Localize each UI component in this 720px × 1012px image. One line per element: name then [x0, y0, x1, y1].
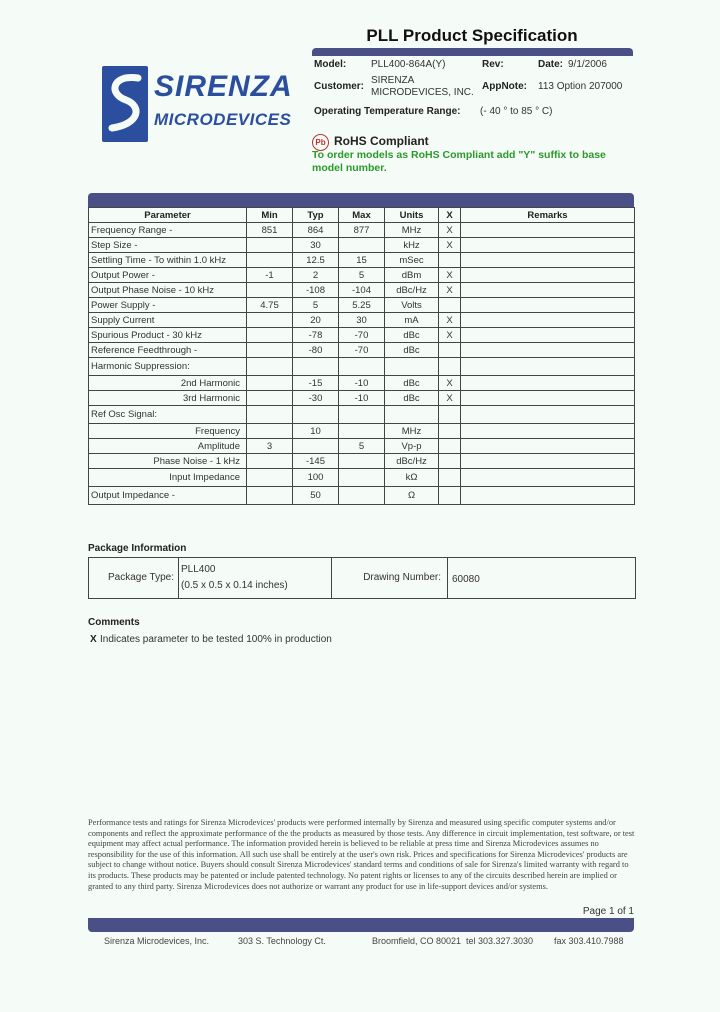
cell-max [339, 406, 385, 424]
cell-units: MHz [385, 424, 439, 439]
footer-city: Broomfield, CO 80021 [372, 936, 462, 946]
cell-typ: -80 [293, 343, 339, 358]
cell-min [247, 238, 293, 253]
cell-units [385, 406, 439, 424]
cell-typ: -78 [293, 328, 339, 343]
cell-units: Ω [385, 487, 439, 505]
cell-x [439, 424, 461, 439]
cell-max [339, 238, 385, 253]
cell-min [247, 358, 293, 376]
table-row [89, 343, 635, 358]
drawing-number-label: Drawing Number: [363, 572, 441, 583]
package-type-line2: (0.5 x 0.5 x 0.14 inches) [181, 580, 288, 591]
cell-min [247, 283, 293, 298]
comment-x-mark: X [90, 634, 97, 645]
cell-param: 2nd Harmonic [89, 376, 247, 391]
cell-x: X [439, 313, 461, 328]
cell-remarks [461, 439, 635, 454]
company-logo [102, 64, 293, 144]
cell-param: Step Size - [89, 238, 247, 253]
cell-x [439, 439, 461, 454]
cell-typ [293, 439, 339, 454]
cell-max [339, 424, 385, 439]
page-title: PLL Product Specification [366, 26, 578, 45]
cell-remarks [461, 328, 635, 343]
cell-x [439, 358, 461, 376]
package-info-box [88, 557, 636, 599]
cell-typ: -108 [293, 283, 339, 298]
cell-param: Output Phase Noise - 10 kHz [89, 283, 247, 298]
cell-min [247, 376, 293, 391]
cell-typ: 20 [293, 313, 339, 328]
header-bar [312, 48, 633, 56]
cell-min [247, 343, 293, 358]
table-row [89, 313, 635, 328]
table-header-bar [88, 193, 634, 207]
cell-units: dBc/Hz [385, 454, 439, 469]
cell-typ: 30 [293, 238, 339, 253]
cell-min: 851 [247, 223, 293, 238]
cell-remarks [461, 283, 635, 298]
cell-remarks [461, 376, 635, 391]
col-header-units: Units [385, 208, 439, 223]
cell-x [439, 487, 461, 505]
cell-param: Amplitude [89, 439, 247, 454]
optemp-value: (- 40 ° to 85 ° C) [480, 106, 553, 117]
col-header-min: Min [247, 208, 293, 223]
cell-x [439, 343, 461, 358]
col-header-typ: Typ [293, 208, 339, 223]
cell-param: Supply Current [89, 313, 247, 328]
appnote-label: AppNote: [482, 81, 527, 92]
disclaimer-text: Performance tests and ratings for Sirenza Microdevices' products were performed internally by Sirenza and measured using specific computer systems and/or components and reflect the approximate performance of the the products as measured by those tests. Any difference in circuit implementation, test software, or test equipment may affect actual performance. The information provided herein is believed to be reliable at press time and Sirenza Microdevices assumes no responsibility for the use of this information. All such use shall be entirely at the user's own risk. Prices and specifications for Sirenza Microdevices' products are subject to change without notice. Buyers should consult Sirenza Microdevices' standard terms and conditions of sale for Sirenza's limited warranty with regard to its products. These products may be patented or include patented technology. No patent rights or licenses to any of the circuits described herein are implied or granted to any third party. Sirenza Microdevices does not authorize or warrant any product for use in life-support devices and/or systems. [88, 818, 635, 891]
cell-min [247, 313, 293, 328]
cell-remarks [461, 406, 635, 424]
drawing-label-cell [332, 558, 448, 598]
cell-param: Output Impedance - [89, 487, 247, 505]
cell-units: dBc/Hz [385, 283, 439, 298]
cell-typ: -145 [293, 454, 339, 469]
date-value: 9/1/2006 [568, 59, 607, 70]
date-label: Date: [538, 59, 564, 70]
package-type-line1: PLL400 [181, 564, 216, 575]
cell-remarks [461, 313, 635, 328]
cell-typ: 12.5 [293, 253, 339, 268]
customer-line2: MICRODEVICES, INC. [371, 87, 474, 98]
cell-param: Harmonic Suppression: [89, 358, 247, 376]
table-row [89, 238, 635, 253]
cell-param: Frequency Range - [89, 223, 247, 238]
cell-units: dBm [385, 268, 439, 283]
table-row [89, 253, 635, 268]
table-row [89, 268, 635, 283]
cell-param: Settling Time - To within 1.0 kHz [89, 253, 247, 268]
cell-x: X [439, 391, 461, 406]
cell-x [439, 253, 461, 268]
appnote-value: 113 Option 207000 [538, 81, 623, 92]
cell-max: 5 [339, 268, 385, 283]
cell-remarks [461, 223, 635, 238]
cell-remarks [461, 469, 635, 487]
cell-remarks [461, 298, 635, 313]
cell-min [247, 424, 293, 439]
cell-min [247, 328, 293, 343]
cell-units: dBc [385, 328, 439, 343]
cell-min [247, 406, 293, 424]
table-row [89, 376, 635, 391]
cell-units: dBc [385, 391, 439, 406]
cell-typ: 2 [293, 268, 339, 283]
rohs-note: To order models as RoHS Compliant add "Y" suffix to base model number. [312, 149, 606, 174]
cell-units: Volts [385, 298, 439, 313]
cell-param: Reference Feedthrough - [89, 343, 247, 358]
table-row [89, 328, 635, 343]
cell-x: X [439, 283, 461, 298]
table-row [89, 223, 635, 238]
cell-min: 3 [247, 439, 293, 454]
cell-x [439, 406, 461, 424]
cell-remarks [461, 487, 635, 505]
customer-label: Customer: [314, 81, 365, 92]
cell-units: MHz [385, 223, 439, 238]
cell-max: -70 [339, 343, 385, 358]
cell-x: X [439, 223, 461, 238]
col-header-max: Max [339, 208, 385, 223]
cell-min [247, 253, 293, 268]
customer-line1: SIRENZA [371, 75, 415, 86]
cell-max: -10 [339, 391, 385, 406]
cell-param: Frequency [89, 424, 247, 439]
cell-min [247, 469, 293, 487]
table-row [89, 424, 635, 439]
rev-label: Rev: [482, 59, 504, 70]
drawing-value-cell [448, 558, 634, 598]
drawing-number-value: 60080 [452, 574, 480, 585]
comment-x-text: Indicates parameter to be tested 100% in production [100, 634, 332, 645]
cell-max: 15 [339, 253, 385, 268]
footer-fax: fax 303.410.7988 [554, 936, 624, 946]
cell-min [247, 391, 293, 406]
cell-min: 4.75 [247, 298, 293, 313]
spec-table-body [89, 223, 635, 505]
col-header-parameter: Parameter [89, 208, 247, 223]
table-row [89, 406, 635, 424]
cell-units [385, 358, 439, 376]
footer-bar [88, 918, 634, 932]
table-row [89, 454, 635, 469]
cell-units: kΩ [385, 469, 439, 487]
table-row [89, 283, 635, 298]
cell-units: Vp-p [385, 439, 439, 454]
table-row [89, 439, 635, 454]
cell-x [439, 469, 461, 487]
cell-units: kHz [385, 238, 439, 253]
cell-max: 5 [339, 439, 385, 454]
spec-table [88, 207, 635, 505]
model-value: PLL400-864A(Y) [371, 59, 446, 70]
cell-max: 30 [339, 313, 385, 328]
footer-tel: tel 303.327.3030 [466, 936, 534, 946]
cell-max [339, 454, 385, 469]
cell-units: dBc [385, 343, 439, 358]
cell-x: X [439, 328, 461, 343]
model-label: Model: [314, 59, 347, 70]
cell-remarks [461, 424, 635, 439]
cell-x: X [439, 376, 461, 391]
logo-line2: MICRODEVICES [154, 110, 292, 129]
cell-typ: 5 [293, 298, 339, 313]
cell-x: X [439, 268, 461, 283]
cell-typ [293, 358, 339, 376]
cell-remarks [461, 253, 635, 268]
cell-param: Phase Noise - 1 kHz [89, 454, 247, 469]
spec-table-header [89, 208, 635, 223]
cell-typ: -30 [293, 391, 339, 406]
cell-typ [293, 406, 339, 424]
cell-remarks [461, 343, 635, 358]
cell-remarks [461, 454, 635, 469]
page-number: Page 1 of 1 [582, 906, 634, 917]
cell-param: Spurious Product - 30 kHz [89, 328, 247, 343]
col-header-remarks: Remarks [461, 208, 635, 223]
footer-address: 303 S. Technology Ct. [238, 936, 326, 946]
rohs-badge-icon: Pb [312, 134, 329, 151]
cell-max [339, 358, 385, 376]
cell-remarks [461, 268, 635, 283]
footer-company: Sirenza Microdevices, Inc. [104, 936, 210, 946]
cell-units: mSec [385, 253, 439, 268]
col-header-x: X [439, 208, 461, 223]
package-section-title: Package Information [88, 543, 187, 554]
cell-units: mA [385, 313, 439, 328]
cell-typ: -15 [293, 376, 339, 391]
cell-min [247, 487, 293, 505]
cell-x: X [439, 238, 461, 253]
cell-param: Ref Osc Signal: [89, 406, 247, 424]
cell-min: -1 [247, 268, 293, 283]
table-row [89, 298, 635, 313]
cell-units: dBc [385, 376, 439, 391]
cell-param: Input Impedance [89, 469, 247, 487]
table-row [89, 487, 635, 505]
comments-section-title: Comments [88, 617, 140, 628]
logo-line1: SIRENZA [154, 70, 293, 103]
table-row [89, 469, 635, 487]
cell-param: 3rd Harmonic [89, 391, 247, 406]
cell-max [339, 487, 385, 505]
cell-max: -104 [339, 283, 385, 298]
table-row [89, 358, 635, 376]
cell-max: 5.25 [339, 298, 385, 313]
cell-remarks [461, 238, 635, 253]
cell-x [439, 298, 461, 313]
cell-min [247, 454, 293, 469]
cell-param: Power Supply - [89, 298, 247, 313]
cell-remarks [461, 358, 635, 376]
cell-max [339, 469, 385, 487]
cell-max: 877 [339, 223, 385, 238]
cell-typ: 864 [293, 223, 339, 238]
package-type-label-cell [89, 558, 179, 598]
table-row [89, 391, 635, 406]
package-type-label: Package Type: [108, 572, 174, 583]
optemp-label: Operating Temperature Range: [314, 106, 461, 117]
cell-remarks [461, 391, 635, 406]
cell-max: -70 [339, 328, 385, 343]
cell-typ: 10 [293, 424, 339, 439]
cell-typ: 100 [293, 469, 339, 487]
cell-param: Output Power - [89, 268, 247, 283]
package-type-value-cell [179, 558, 332, 598]
cell-max: -10 [339, 376, 385, 391]
cell-x [439, 454, 461, 469]
cell-typ: 50 [293, 487, 339, 505]
rohs-title: RoHS Compliant [334, 134, 429, 148]
